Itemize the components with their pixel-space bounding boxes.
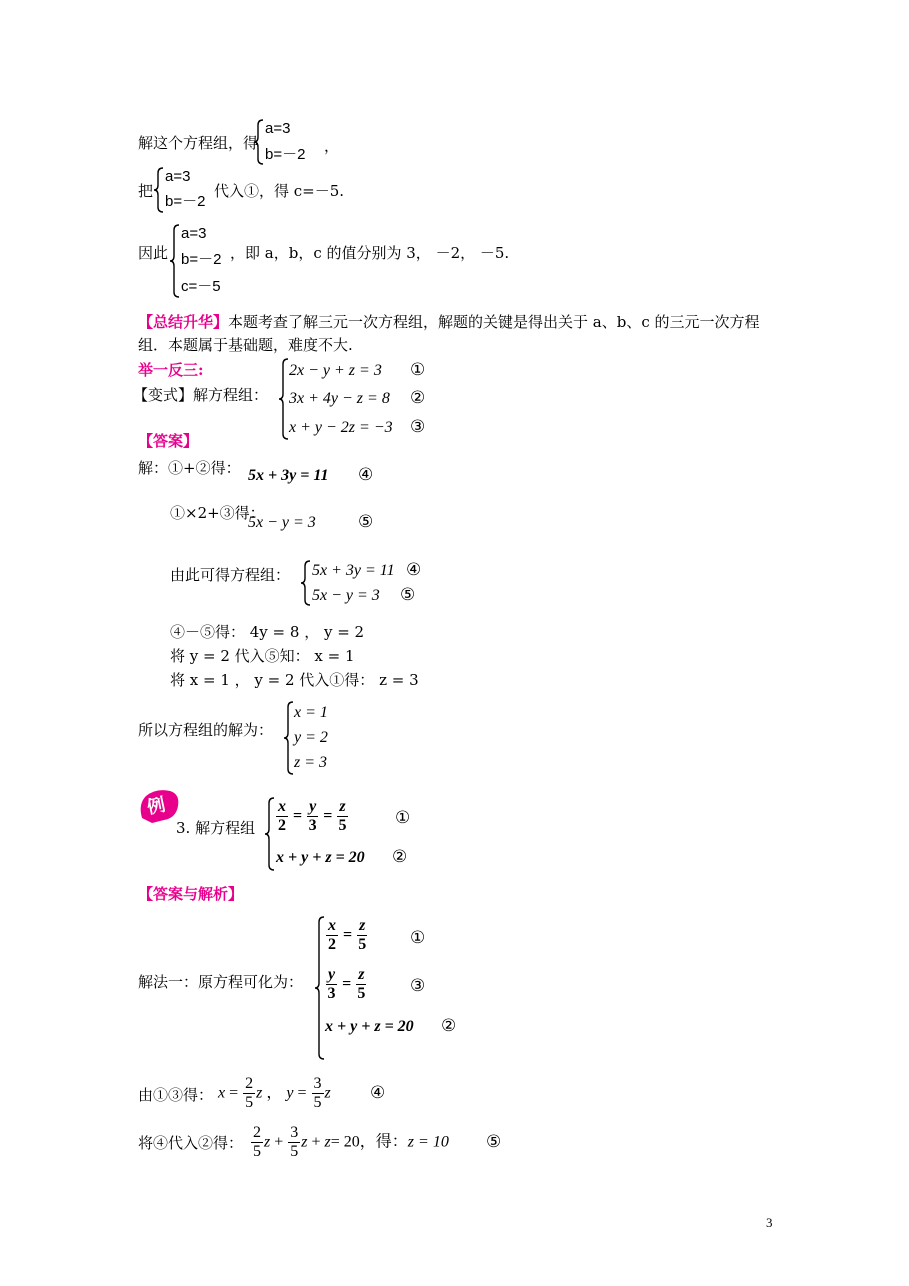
circled-number: ⑤: [486, 1132, 502, 1152]
brace-icon: [254, 119, 264, 165]
variant-heading: 举一反三:: [138, 361, 204, 379]
fraction-numerator: 3: [313, 1075, 322, 1092]
step2-label: ①×2+③得：: [170, 504, 265, 522]
step5-text: 将 y = 2 代入⑤知： x = 1: [170, 647, 355, 665]
step-a-label: 由①③得：: [138, 1086, 214, 1104]
fraction-numerator: z: [339, 798, 346, 815]
system-a-value: a=3: [181, 225, 207, 242]
variable-z: z: [301, 1133, 308, 1151]
circled-number: ④: [370, 1083, 386, 1103]
fraction-denominator: 5: [253, 1143, 261, 1160]
variant-equation-1: 2x − y + z = 3: [289, 362, 382, 379]
analysis-tag: 【答案与解析】: [138, 885, 244, 903]
step2-equation: 5x − y = 3: [248, 514, 316, 531]
fraction-denominator: 5: [245, 1094, 254, 1111]
fraction-denominator: 5: [357, 985, 366, 1002]
fraction-denominator: 2: [278, 817, 286, 834]
brace-icon: [301, 560, 311, 606]
variable-z: z: [264, 1133, 271, 1151]
values-text: ，即 a，b，c 的值分别为 3， －2， －5.: [230, 244, 510, 262]
fraction-numerator: y: [309, 798, 317, 815]
fraction-numerator: y: [328, 966, 336, 983]
step3-equation-2: 5x − y = 3: [312, 587, 380, 604]
circled-number: ③: [410, 417, 426, 437]
system-c-value: c=－5: [181, 278, 221, 295]
brace-icon: [154, 167, 164, 213]
variant-equation-2: 3x + 4y − z = 8: [289, 390, 390, 407]
circled-number: ②: [392, 847, 408, 867]
summary-text-1: 本题考查了解三元一次方程组，解题的关键是得出关于 a、b、c 的三元一次方程: [228, 313, 760, 331]
step3-equation-1: 5x + 3y = 11: [312, 562, 395, 579]
brace-icon: [284, 701, 294, 775]
system-a-value: a=3: [265, 120, 291, 137]
fraction-numerator: z: [358, 966, 365, 983]
example3-equation-1: $\frac{x}{2}$ = $\frac{y}{3}$ = $\frac{z}{5}$: [278, 798, 347, 834]
solve-intro-text: 解这个方程组，得: [138, 134, 259, 152]
circled-number: ⑤: [358, 512, 374, 532]
circled-number: ②: [410, 388, 426, 408]
solution-z: z = 3: [294, 754, 328, 771]
analysis-equation-3: x + y + z = 20: [325, 1018, 414, 1035]
summary-tag: 【总结升华】: [138, 313, 229, 331]
variable-z: z: [324, 1084, 331, 1102]
fraction-denominator: 3: [308, 817, 317, 834]
fraction-numerator: z: [359, 917, 366, 934]
brace-icon: [170, 224, 180, 298]
solution-x: x = 1: [294, 704, 328, 721]
step1-label: 解：①+②得：: [138, 459, 241, 477]
circled-number: ③: [410, 976, 426, 996]
brace-icon: [265, 797, 275, 871]
step-a-equation: x = $\frac{2}{5}$ z ， y = $\frac{3}{5}$ z: [218, 1075, 331, 1111]
step-b-middle: = 20，得：: [330, 1133, 408, 1151]
example-badge-icon: [138, 788, 180, 824]
summary-line-1: [138, 312, 760, 332]
fraction-denominator: 5: [313, 1094, 322, 1111]
example3-equation-2: x + y + z = 20: [276, 849, 365, 866]
brace-icon: [279, 358, 289, 440]
brace-icon: [315, 916, 325, 1060]
circled-number: ①: [410, 928, 426, 948]
step1-equation: 5x + 3y = 11: [248, 467, 329, 484]
final-solution-label: 所以方程组的解为：: [138, 721, 274, 739]
circled-number: ④: [358, 465, 374, 485]
variable-z: z: [256, 1084, 263, 1102]
system-a-value: a=3: [165, 168, 191, 185]
fraction-numerator: x: [278, 798, 286, 815]
step-b-result: z = 10: [407, 1133, 449, 1151]
fraction-numerator: 3: [290, 1124, 299, 1141]
analysis-equation-2: $\frac{y}{3}$ = $\frac{z}{5}$: [327, 966, 366, 1002]
circled-number: ④: [406, 560, 422, 580]
example3-label: 3. 解方程组: [176, 819, 256, 837]
fraction-denominator: 5: [358, 936, 367, 953]
fraction-numerator: 2: [245, 1075, 254, 1092]
example-badge-text: 例: [145, 794, 168, 819]
substitute-suffix: 代入①，得 c=－5.: [214, 182, 345, 200]
circled-number: ⑤: [400, 585, 416, 605]
step3-label: 由此可得方程组：: [170, 566, 291, 584]
analysis-equation-1: $\frac{x}{2}$ = $\frac{z}{5}$: [328, 917, 367, 953]
system-b-value: b=－2: [181, 251, 222, 268]
fraction-denominator: 5: [290, 1143, 299, 1160]
fraction-numerator: 2: [253, 1124, 261, 1141]
variant-equation-3: x + y − 2z = −3: [289, 419, 393, 436]
page-number: 3: [766, 1215, 773, 1230]
step6-text: 将 x = 1 ， y = 2 代入①得： z = 3: [170, 671, 419, 689]
step-b-label: 将④代入②得：: [138, 1134, 244, 1152]
fraction-denominator: 2: [328, 936, 336, 953]
substitute-prefix: 把: [138, 182, 154, 200]
circled-number: ①: [395, 808, 411, 828]
circled-number: ①: [410, 360, 426, 380]
variable-z: z: [324, 1133, 331, 1151]
comma-text: ，: [324, 137, 340, 155]
variable-y: y: [286, 1084, 294, 1102]
method1-label: 解法一：原方程可化为：: [138, 973, 304, 991]
system-b-value: b=－2: [165, 193, 206, 210]
solution-y: y = 2: [294, 729, 328, 746]
summary-text-2: 组．本题属于基础题，难度不大.: [138, 336, 353, 354]
system-b-value: b=－2: [265, 146, 306, 163]
fraction-denominator: 5: [338, 817, 347, 834]
fraction-numerator: x: [328, 917, 336, 934]
variable-x: x: [218, 1084, 226, 1102]
variant-label: 【变式】解方程组：: [133, 386, 269, 404]
step-b-equation: $\frac{2}{5}$ z + $\frac{3}{5}$ z + z= 20，得：z = 10: [253, 1124, 449, 1160]
answer-tag: 【答案】: [138, 432, 199, 450]
circled-number: ②: [441, 1016, 457, 1036]
step4-text: ④－⑤得： 4y = 8 ， y = 2: [170, 623, 365, 641]
fraction-denominator: 3: [327, 985, 336, 1002]
therefore-text: 因此: [138, 244, 169, 262]
